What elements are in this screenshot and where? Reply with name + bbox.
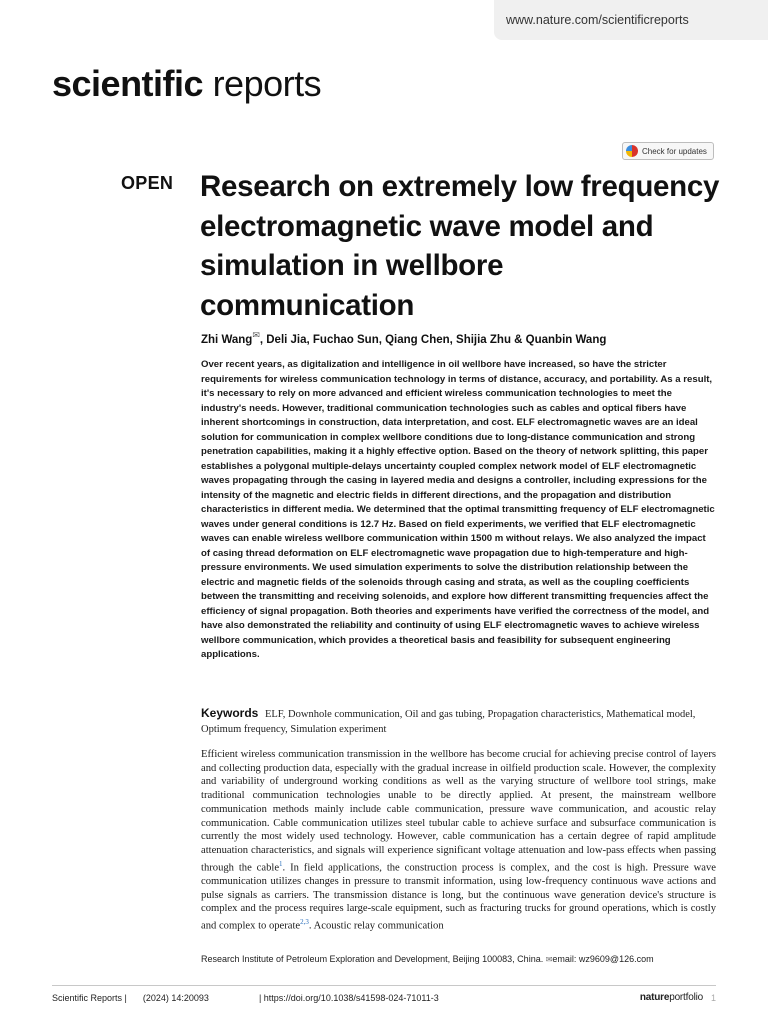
affiliation-text: Research Institute of Petroleum Exploration and Development, Beijing 100083, China. [201,954,546,964]
citation-link[interactable]: 2,3 [300,917,309,926]
publisher-logo [640,992,703,1003]
journal-url-text: www.nature.com/scientificreports [506,13,689,27]
footer-doi-link[interactable]: | https://doi.org/10.1038/s41598-024-71011-3 [258,992,439,1003]
co-authors: , Deli Jia, Fuchao Sun, Qiang Chen, Shijia Zhu & Quanbin Wang [259,333,607,346]
author-list [201,330,716,346]
keywords-label: Keywords [201,706,259,720]
footer-journal: Scientific Reports | [52,992,127,1003]
check-for-updates-label: Check for updates [642,146,707,156]
logo-light: reports [203,63,322,104]
article-title: Research on extremely low frequency electromagnetic wave model and simulation in wellbore communication [200,170,720,322]
body-paragraph-part-2: . In field applications, the construction process is complex, and the cost is high. Pressure wave communication utilizes changes in pressure to transmit information, using low-frequency continuous wave actions and pulse signals as carriers. The transmission distance is long, but the continuous wave generation device's structure is complex and the process requires large-scale equipment, such as fracturing trucks for ground operations, which is costly and complex to operate [201,862,716,932]
footer-divider [52,985,716,986]
logo-bold: scientific [52,63,204,104]
journal-logo [52,63,322,104]
introduction-text [201,748,716,933]
mail-icon: ✉ [545,955,553,964]
corresponding-author[interactable]: Zhi Wang [201,333,253,346]
abstract: Over recent years, as digitalization and intelligence in oil wellbore have increased, so have the stricter requirements for wireless communication technology in terms of distance, accuracy, and portability. As a result, it's necessary to rely on more advanced and efficient wireless communication technologies to meet the industry's needs. However, traditional communication technologies such as cables and optical fibers have inherent shortcomings in construction, data interpretation, and cost. ELF electromagnetic waves are an ideal solution for communication in complex wellbore conditions due to long-distance communication and strong penetration capabilities, making it a highly effective option. Based on the theory of network splitting, this paper establishes a polygonal multiple-delays uncertainty coupled complex network model of ELF electromagnetic waves propagating through the casing in layered media and designs a controller, including expressions for the intensity of the magnetic and electric fields in different directions, and the propagation and distribution characteristics in different media. We determined that the optimal transmitting frequency of ELF electromagnetic waves under general conditions is 12.7 Hz. Based on field experiments, we verified that ELF electromagnetic waves can enable wireless wellbore communication within 1500 m without relays. We also analyzed the impact of casing thread deformation on ELF electromagnetic wave propagation due to high-temperature and high-pressure environments. We used simulation experiments to solve the distribution relationship between the electric and magnetic fields of the solenoids through casing and strata, as well as the coupling coefficients between the transmitting and receiving solenoids, and explore how different transmitting frequencies affect the efficiency of signal propagation. Both theories and experiments have verified the correctness of the model, and have also demonstrated the reliability and continuity of using ELF electromagnetic waves to achieve wireless wellbore communication, which provides a theoretical basis and feasibility for subsequent engineering applications. [201,359,715,660]
check-for-updates-button[interactable] [622,142,714,160]
footer-volume: (2024) 14:20093 [142,992,209,1003]
crossmark-icon [626,145,638,157]
contact-email[interactable]: email: wz9609@126.com [552,954,654,964]
citation-link[interactable]: 1 [279,859,283,868]
journal-url[interactable] [494,0,768,40]
page-footer [52,992,716,1003]
mail-icon[interactable]: ✉ [252,330,260,340]
publisher-bold: nature [639,992,670,1003]
keywords [201,706,716,737]
keywords-list: ELF, Downhole communication, Oil and gas tubing, Propagation characteristics, Mathematical model, Optimum frequency, Simulation experiment [201,709,696,735]
body-paragraph-part-3: . Acoustic relay communication [308,920,444,932]
affiliation [201,954,716,964]
publisher-light: portfolio [669,992,703,1003]
open-access-label: OPEN [121,173,174,193]
body-paragraph-part-1: Efficient wireless communication transmission in the wellbore has become crucial for achieving precise control of layers and collecting production data, especially with the gradual increase in oilfield production scale. However, the complexity and variability of underground working conditions as well as the varying structure of wellbore tool strings, make traditional communication technologies unable to be directly applied. At present, the mainstream wellbore communication methods mainly include cable communication, pressure wave communication, and acoustic relay communication. Cable communication utilizes steel tubular cable to achieve surface and subsurface communication is currently the most widely used technology. However, cable communication has a certain degree of rapid amplitude attenuation characteristics, and signals will experience significant voltage attenuation and low-pass effects when passing through the cable [201,749,716,874]
page-number: 1 [710,992,716,1003]
